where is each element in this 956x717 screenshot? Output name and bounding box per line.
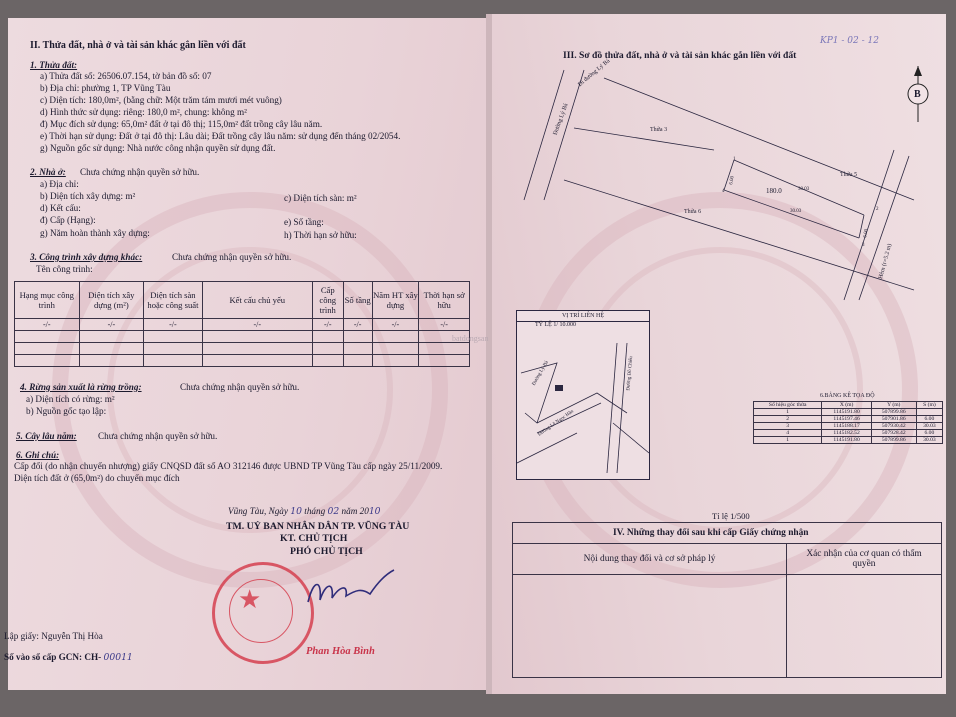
works-header: Diện tích sàn hoặc công suất	[144, 282, 203, 319]
works-cell: -/-	[144, 319, 203, 331]
table-row	[513, 575, 942, 678]
works-status: Chưa chứng nhận quyền sở hữu.	[172, 252, 292, 262]
plot-dim: 30.03	[798, 187, 810, 192]
land-line: c) Diện tích: 180,0m², (bằng chữ: Một trăm tám mươi mét vuông)	[40, 95, 282, 105]
coords-header: X (m)	[822, 402, 871, 409]
works-cell: -/-	[419, 319, 470, 331]
works-header: Số tầng	[343, 282, 372, 319]
location-title: VỊ TRÍ LIÊN HỆ	[517, 311, 649, 322]
coords-header: Y (m)	[871, 402, 916, 409]
works-cell: -/-	[79, 319, 144, 331]
notes-line: Diện tích đất ở (65,0m²) do chuyển mục đích	[14, 473, 180, 483]
land-line: a) Thửa đất số: 26506.07.154, tờ bản đồ số: 07	[40, 71, 212, 81]
house-structure: d) Kết cấu:	[40, 203, 81, 213]
north-label: B	[914, 89, 921, 100]
section3-heading: III. Sơ đồ thửa đất, nhà ở và tài sản khác gắn liền với đất	[563, 50, 797, 61]
notes-line: Cấp đổi (do nhận chuyển nhượng) giấy CNQSD đất số AO 312146 được UBND TP Vũng Tàu cấp ngày 25/11/2009.	[14, 461, 443, 471]
forest-status: Chưa chứng nhận quyền sở hữu.	[180, 382, 300, 392]
sign-org: TM. UỶ BAN NHÂN DÂN TP. VŨNG TÀU	[226, 521, 410, 532]
land-line: e) Thời hạn sử dụng: Đất ở tại đô thị: Lâu dài; Đất trồng cây lâu năm: sử dụng đến tháng 02/2054.	[40, 131, 401, 141]
signer-name: Phan Hòa Bình	[306, 646, 375, 657]
road-label: Đường Lý Bá	[552, 102, 570, 136]
scale-label: Tỉ lệ 1/500	[712, 511, 750, 521]
works-header: Cấp công trình	[312, 282, 343, 319]
sign-day: 10	[290, 506, 302, 517]
table-row: 1 1145191.80 507899.86	[754, 409, 943, 416]
plot-dim: 30.03	[790, 209, 802, 214]
coords-table	[753, 401, 943, 444]
works-header: Năm HT xây dựng	[372, 282, 419, 319]
coords-header: Số hiệu góc thửa	[754, 402, 822, 409]
works-name-label: Tên công trình:	[36, 264, 93, 274]
land-line: g) Nguồn gốc sử dụng: Nhà nước công nhận quyền sử dụng đất.	[40, 143, 276, 153]
perennial-title: 5. Cây lâu năm:	[16, 431, 77, 441]
works-header: Thời hạn sở hữu	[419, 282, 470, 319]
house-floor-area: c) Diện tích sàn: m²	[284, 193, 357, 203]
table-row: 2 1145197.46 507901.86 6.00	[754, 416, 943, 423]
sign-date: Vũng Tàu, Ngày 10 tháng 02 năm 2010	[228, 506, 381, 517]
section4-heading: IV. Những thay đổi sau khi cấp Giấy chứng nhận	[513, 523, 942, 544]
plot-area-label: 180.0	[766, 187, 782, 195]
neighbour-label: Thửa 3	[650, 127, 668, 133]
works-title: 3. Công trình xây dựng khác:	[30, 252, 143, 262]
location-scale: TỶ LỆ 1/ 10.000	[535, 322, 576, 328]
works-cell: -/-	[15, 319, 80, 331]
forest-origin: b) Nguồn gốc tạo lập:	[26, 406, 107, 416]
neighbour-label: Thửa 6	[684, 209, 702, 215]
plot-diagram	[514, 60, 934, 310]
table-row	[15, 319, 470, 331]
house-address: a) Địa chỉ:	[40, 179, 79, 189]
table-row: 4 1145182.52 507928.42 6.00	[754, 430, 943, 437]
changes-col-confirm: Xác nhận của cơ quan có thẩm quyền	[787, 544, 942, 575]
land-line: d) Hình thức sử dụng: riêng: 180,0 m², chung: không m²	[40, 107, 247, 117]
street-label: Đường Lê Ngọc Hân	[537, 409, 575, 438]
land-title: 1. Thửa đất:	[30, 60, 78, 70]
street-label: Đường Đồ Chiểu	[626, 356, 635, 391]
house-build-area: b) Diện tích xây dựng: m²	[40, 191, 136, 201]
house-status: Chưa chứng nhận quyền sở hữu.	[80, 167, 200, 177]
house-level: đ) Cấp (Hạng):	[40, 215, 96, 225]
neighbour-label: Hẻm (r=5.2 m)	[878, 243, 894, 280]
forest-title: 4. Rừng sản xuất là rừng trồng:	[20, 382, 142, 392]
works-cell: -/-	[202, 319, 312, 331]
section2-heading: II. Thửa đất, nhà ở và tài sản khác gắn liền với đất	[30, 40, 246, 51]
house-title: 2. Nhà ở:	[30, 167, 66, 177]
works-header: Kết cấu chủ yếu	[202, 282, 312, 319]
land-line: đ) Mục đích sử dụng: 65,0m² đất ở tại đô thị; 115,0m² đất trồng cây lâu năm.	[40, 119, 323, 129]
table-row: 3 1145188.17 507930.42 30.03	[754, 423, 943, 430]
road-label: Đi đường Lý Bá	[577, 58, 612, 89]
corner-note: KP1 - 02 - 12	[820, 36, 879, 46]
works-header: Hạng mục công trình	[15, 282, 80, 319]
plot-corner: 1	[733, 157, 736, 162]
plot-dim: 6.00	[863, 228, 870, 239]
watermark: batdongsan	[452, 334, 489, 343]
neighbour-label: Thửa 5	[840, 172, 858, 178]
land-line: b) Địa chỉ: phường 1, TP Vũng Tàu	[40, 83, 171, 93]
forest-area: a) Diện tích có rừng: m²	[26, 394, 115, 404]
table-row	[15, 343, 470, 355]
coords-title: 6.BẢNG KÊ TỌA ĐỘ	[820, 393, 875, 399]
official-seal	[212, 562, 314, 664]
street-label: Đường Lý Bá	[531, 360, 550, 387]
coords-header: S (m)	[916, 402, 942, 409]
plot-corner: 2	[876, 207, 879, 212]
works-cell: -/-	[372, 319, 419, 331]
works-table	[14, 281, 470, 367]
table-row: 1 1145191.80 507899.86 30.03	[754, 437, 943, 444]
plot-dim: 6.00	[729, 175, 736, 186]
sign-month: 02	[327, 506, 340, 517]
plot-corner: 3	[862, 243, 865, 248]
notes-title: 6. Ghi chú:	[16, 450, 60, 460]
house-term: h) Thời hạn sở hữu:	[284, 230, 357, 240]
prepared-by: Lập giấy: Nguyễn Thị Hòa	[4, 631, 103, 641]
sign-position: PHÓ CHỦ TỊCH	[290, 546, 363, 557]
house-floors: e) Số tầng:	[284, 217, 324, 227]
table-row	[15, 355, 470, 367]
house-year: g) Năm hoàn thành xây dựng:	[40, 228, 150, 238]
location-map	[516, 310, 650, 480]
table-row	[15, 331, 470, 343]
plot-corner: 4	[722, 189, 725, 194]
sign-year: 10	[368, 506, 381, 517]
works-cell: -/-	[312, 319, 343, 331]
changes-table	[512, 522, 942, 678]
changes-col-content: Nội dung thay đổi và cơ sở pháp lý	[513, 544, 787, 575]
works-cell: -/-	[343, 319, 372, 331]
star-icon: ★	[238, 585, 262, 614]
works-header: Diện tích xây dựng (m²)	[79, 282, 144, 319]
sign-on-behalf: KT. CHỦ TỊCH	[280, 533, 348, 544]
signature-mark	[300, 568, 400, 618]
perennial-status: Chưa chứng nhận quyền sở hữu.	[98, 431, 218, 441]
register-number: Số vào sổ cấp GCN: CH- 00011	[4, 652, 133, 663]
